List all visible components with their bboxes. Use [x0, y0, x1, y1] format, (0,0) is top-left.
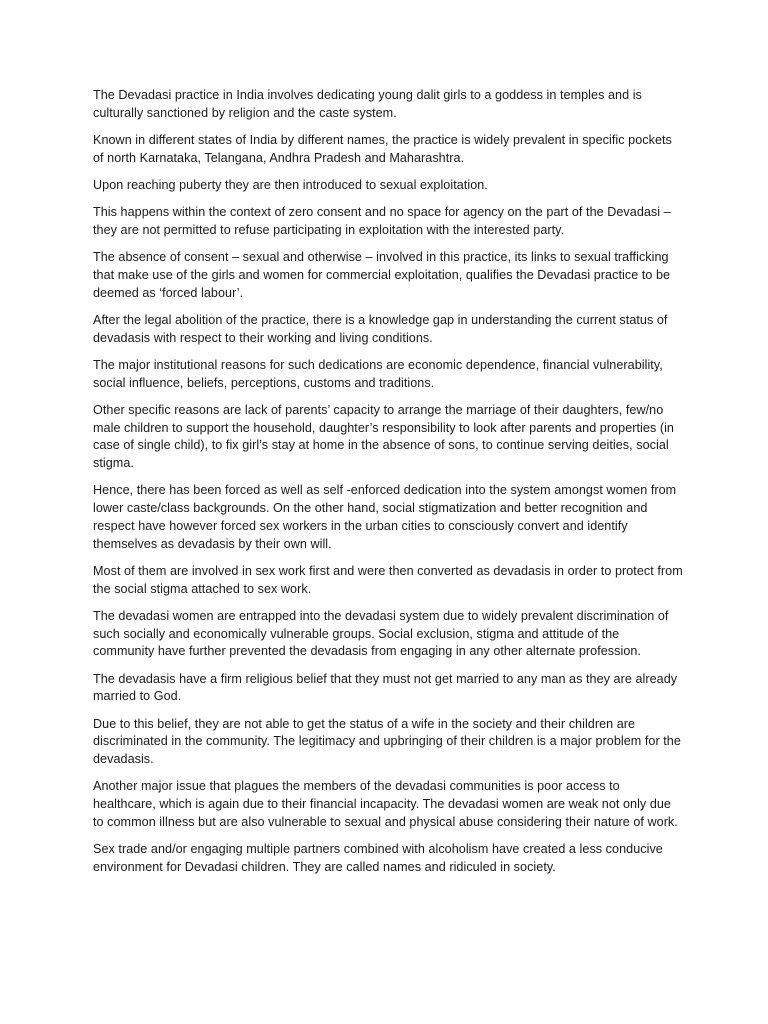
paragraph-9: Hence, there has been forced as well as self -enforced dedication into the system amongst women from lower caste/class backgrounds. On the other hand, social stigmatization and better recognition and respect have however forced sex workers in the urban cities to consciously convert and identify themselves as devadasis by their own will.	[93, 483, 677, 551]
paragraph-5: The absence of consent – sexual and otherwise – involved in this practice, its links to sexual trafficking that make use of the girls and women for commercial exploitation, qualifies the Devadasi practice to be deemed as ‘forced labour’.	[93, 250, 671, 300]
paragraph-13: Due to this belief, they are not able to get the status of a wife in the society and their children are discriminated in the community. The legitimacy and upbringing of their children is a major problem for the devadasis.	[93, 716, 681, 766]
paragraph-2: Known in different states of India by different names, the practice is widely prevalent in specific pockets of north Karnataka, Telangana, Andhra Pradesh and Maharashtra.	[93, 133, 672, 165]
paragraph-14: Another major issue that plagues the members of the devadasi communities is poor access to healthcare, which is again due to their financial incapacity. The devadasi women are weak not only due to common illness but are also vulnerable to sexual and physical abuse considering their nature of work.	[93, 779, 678, 829]
paragraph-3: Upon reaching puberty they are then introduced to sexual exploitation.	[93, 178, 488, 192]
paragraph-4: This happens within the context of zero consent and no space for agency on the part of the Devadasi – they are not permitted to refuse participating in exploitation with the interested party.	[93, 205, 671, 237]
paragraph-7: The major institutional reasons for such dedications are economic dependence, financial vulnerability, social influence, beliefs, perceptions, customs and traditions.	[93, 358, 663, 390]
paragraph-11: The devadasi women are entrapped into the devadasi system due to widely prevalent discrimination of such socially and economically vulnerable groups. Social exclusion, stigma and attitude of the community have further prevented the devadasis from engaging in any other alternate profession.	[93, 608, 669, 659]
paragraph-15: Sex trade and/or engaging multiple partners combined with alcoholism have created a less conducive environment for Devadasi children. They are called names and ridiculed in society.	[93, 841, 663, 874]
paragraph-1: The Devadasi practice in India involves dedicating young dalit girls to a goddess in temples and is culturally sanctioned by religion and the caste system.	[93, 88, 642, 120]
paragraph-12: The devadasis have a firm religious belief that they must not get married to any man as they are already married to God.	[93, 671, 678, 704]
paragraph-8: Other specific reasons are lack of parents’ capacity to arrange the marriage of their daughters, few/no male children to support the household, daughter’s responsibility to look after parents and properties (in case of single child), to fix girl’s stay at home in the absence of sons, to continue serving deities, social stigma.	[93, 403, 674, 471]
paragraph-10: Most of them are involved in sex work first and were then converted as devadasis in order to protect from the social stigma attached to sex work.	[93, 563, 683, 596]
document-body	[93, 87, 683, 886]
paragraph-6: After the legal abolition of the practice, there is a knowledge gap in understanding the current status of devadasis with respect to their working and living conditions.	[93, 313, 668, 345]
